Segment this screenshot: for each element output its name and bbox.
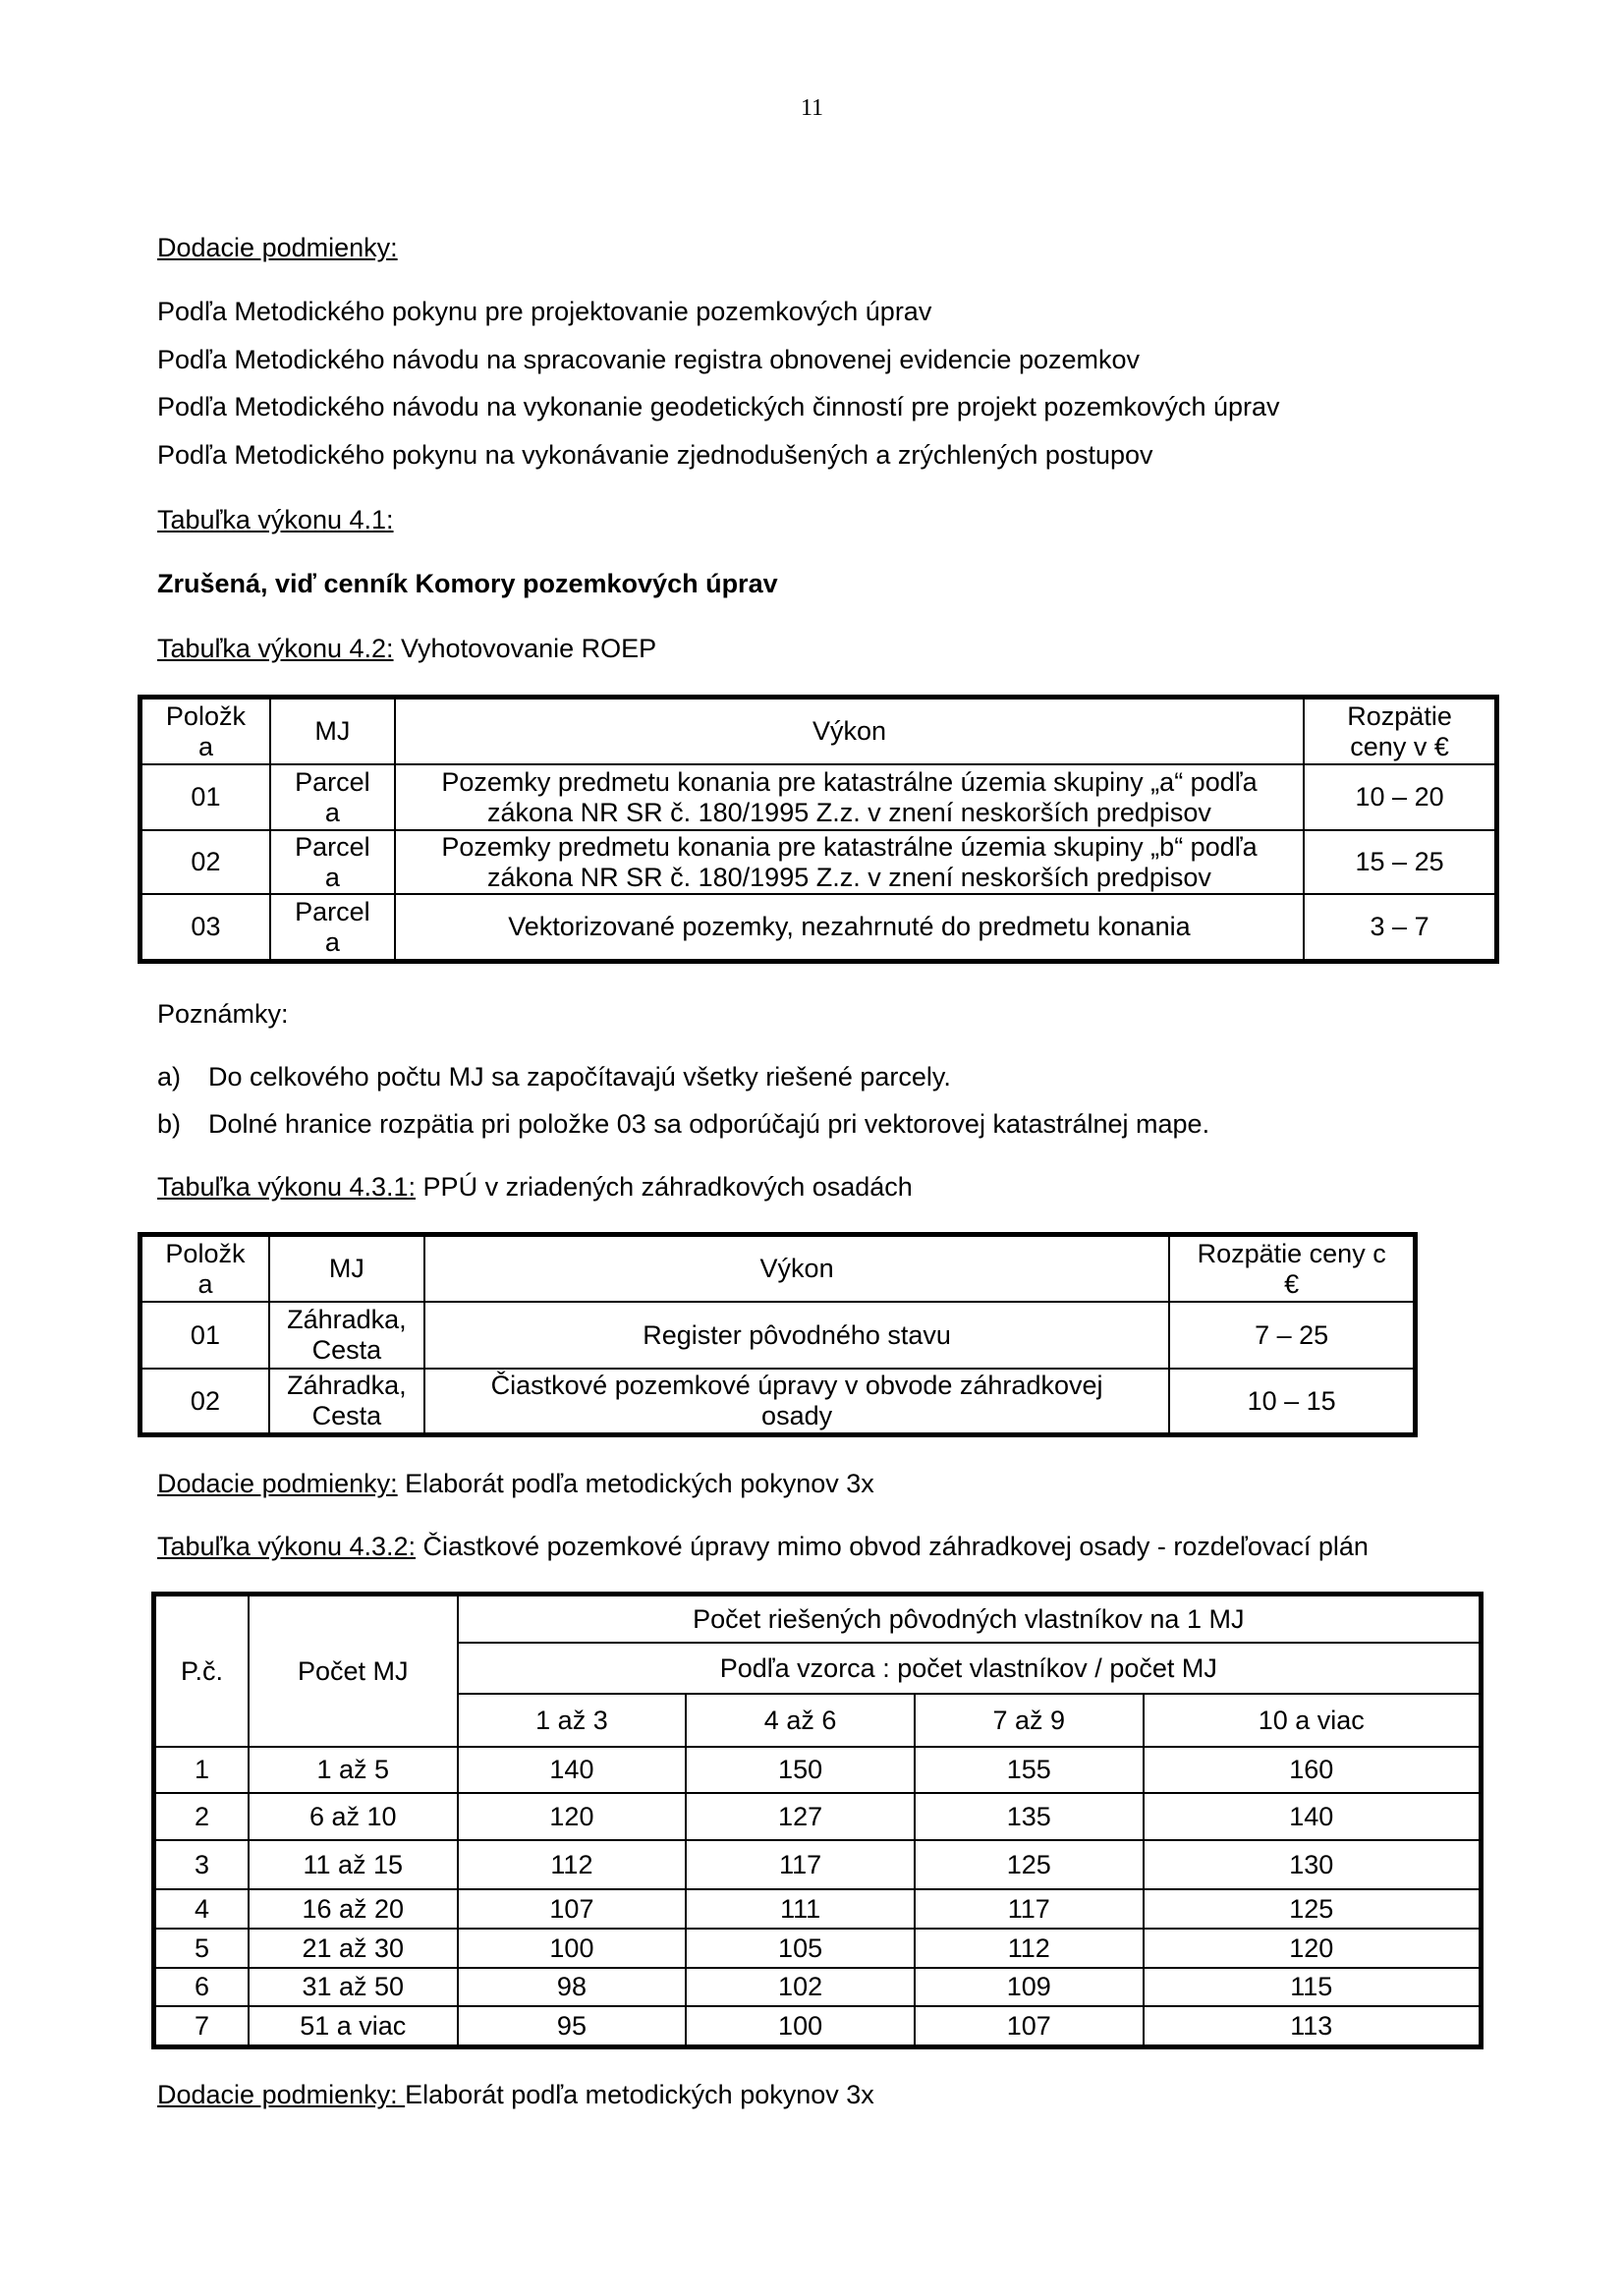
table-cell: 102 [686, 1968, 915, 2006]
table-cell: 10 – 15 [1169, 1369, 1414, 1433]
notes-title: Poznámky: [157, 999, 289, 1029]
table-4-2 [140, 698, 1496, 961]
table-cell: 112 [915, 1929, 1144, 1968]
table-cell: 115 [1144, 1968, 1480, 2006]
header-cell: MJ [269, 1236, 424, 1302]
table-cell: 105 [686, 1929, 915, 1968]
table-cell: 120 [1144, 1929, 1480, 1968]
table-cell: 100 [686, 2006, 915, 2045]
table-row [141, 1302, 1414, 1369]
delivery-conditions-2 [157, 1468, 874, 1499]
table-cell: Záhradka, Cesta [269, 1369, 424, 1433]
table-row [155, 1968, 1480, 2006]
table-row [155, 1840, 1480, 1889]
table-4-3-1 [140, 1235, 1415, 1434]
table-cell: 1 [155, 1747, 249, 1793]
table-row [155, 1747, 1480, 1793]
table-4-3-2-caption [157, 1531, 1369, 1562]
table-cell: 4 [155, 1889, 249, 1929]
delivery-conditions-label: Dodacie podmienky: [157, 1469, 398, 1498]
header-cell: Podľa vzorca : počet vlastníkov / počet MJ [458, 1643, 1480, 1694]
table-cell: Pozemky predmetu konania pre katastrálne územia skupiny „a“ podľa zákona NR SR č. 180/1995 Z.z. v znení neskorších predpisov [395, 764, 1304, 830]
table-cell: 3 – 7 [1304, 894, 1495, 960]
header-cell: Rozpätie ceny v € [1304, 699, 1495, 764]
table-cell: 01 [141, 1302, 269, 1369]
table-row [141, 1369, 1414, 1433]
header-cell: Počet MJ [249, 1596, 458, 1747]
table-cell: 5 [155, 1929, 249, 1968]
note-label: b) [157, 1109, 182, 1139]
table-cell: 112 [458, 1840, 687, 1889]
table-cell: 6 až 10 [249, 1793, 458, 1840]
table-cell: 107 [915, 2006, 1144, 2045]
delivery-conditions-3 [157, 2079, 874, 2110]
header-cell: MJ [270, 699, 395, 764]
table-cell: 135 [915, 1793, 1144, 1840]
note-text: Dolné hranice rozpätia pri položke 03 sa odporúčajú pri vektorovej katastrálnej mape. [208, 1109, 1210, 1139]
table-cell: 98 [458, 1968, 687, 2006]
table-cell: 02 [141, 1369, 269, 1433]
header-cell: P.č. [155, 1596, 249, 1747]
delivery-conditions-text: Elaborát podľa metodických pokynov 3x [405, 2080, 874, 2109]
table-cell: Pozemky predmetu konania pre katastrálne územia skupiny „b“ podľa zákona NR SR č. 180/1995 Z.z. v znení neskorších predpisov [395, 830, 1304, 894]
table-4-3-1-title: PPÚ v zriadených záhradkových osadách [416, 1172, 913, 1202]
table-cell: 7 [155, 2006, 249, 2045]
table-cell: 117 [915, 1889, 1144, 1929]
table-cell: 155 [915, 1747, 1144, 1793]
table-cell: 113 [1144, 2006, 1480, 2045]
header-cell: Výkon [395, 699, 1304, 764]
table-4-3-1-label: Tabuľka výkonu 4.3.1: [157, 1172, 417, 1202]
table-cell: 21 až 30 [249, 1929, 458, 1968]
guideline-4: Podľa Metodického pokynu na vykonávanie zjednodušených a zrýchlených postupov [157, 440, 1153, 470]
table-4-2-caption [157, 633, 656, 664]
header-cell: Počet riešených pôvodných vlastníkov na 1 MJ [458, 1596, 1480, 1643]
header-cell: Položk a [141, 699, 270, 764]
table-4-3-2 [154, 1595, 1481, 2046]
table-cell: 125 [1144, 1889, 1480, 1929]
table-4-2-label: Tabuľka výkonu 4.2: [157, 634, 394, 663]
delivery-conditions-heading: Dodacie podmienky: [157, 233, 398, 262]
table-cell: 125 [915, 1840, 1144, 1889]
table-cell: 117 [686, 1840, 915, 1889]
table-cell: Parcel a [270, 830, 395, 894]
table-4-3-2-label: Tabuľka výkonu 4.3.2: [157, 1532, 417, 1561]
table-cell: 127 [686, 1793, 915, 1840]
table-cell: 140 [458, 1747, 687, 1793]
table-cell: 6 [155, 1968, 249, 2006]
table-cell: Parcel a [270, 764, 395, 830]
table-cell: 11 až 15 [249, 1840, 458, 1889]
table-cell: Register pôvodného stavu [424, 1302, 1169, 1369]
table-cell: Záhradka, Cesta [269, 1302, 424, 1369]
table-cell: 31 až 50 [249, 1968, 458, 2006]
table-cell: Vektorizované pozemky, nezahrnuté do predmetu konania [395, 894, 1304, 960]
table-cell: Parcel a [270, 894, 395, 960]
header-cell: 1 až 3 [458, 1694, 687, 1747]
table-cell: 15 – 25 [1304, 830, 1495, 894]
table-cell: 140 [1144, 1793, 1480, 1840]
note-label: a) [157, 1062, 182, 1092]
table-cell: 95 [458, 2006, 687, 2045]
table-4-2-title: Vyhotovovanie ROEP [393, 634, 657, 663]
table-row [155, 1889, 1480, 1929]
note-text: Do celkového počtu MJ sa započítavajú všetky riešené parcely. [208, 1062, 951, 1092]
table-4-1-label: Tabuľka výkonu 4.1: [157, 505, 394, 534]
table-row [141, 830, 1495, 894]
table-cell: 120 [458, 1793, 687, 1840]
note-b [157, 1108, 1209, 1140]
table-row [141, 764, 1495, 830]
table-cell: Čiastkové pozemkové úpravy v obvode záhradkovej osady [424, 1369, 1169, 1433]
page-number: 11 [800, 95, 824, 121]
guideline-1: Podľa Metodického pokynu pre projektovanie pozemkových úprav [157, 297, 932, 326]
guideline-3: Podľa Metodického návodu na vykonanie geodetických činností pre projekt pozemkových úprav [157, 392, 1280, 421]
table-4-1-note: Zrušená, viď cenník Komory pozemkových úprav [157, 569, 778, 598]
table-header-row [141, 699, 1495, 764]
delivery-conditions-label: Dodacie podmienky: [157, 2080, 406, 2109]
table-cell: 16 až 20 [249, 1889, 458, 1929]
header-cell: Výkon [424, 1236, 1169, 1302]
guideline-2: Podľa Metodického návodu na spracovanie registra obnovenej evidencie pozemkov [157, 345, 1141, 374]
table-header-row [155, 1596, 1480, 1643]
table-cell: 150 [686, 1747, 915, 1793]
table-cell: 1 až 5 [249, 1747, 458, 1793]
delivery-conditions-text: Elaborát podľa metodických pokynov 3x [397, 1469, 874, 1498]
table-cell: 7 – 25 [1169, 1302, 1414, 1369]
table-row [141, 894, 1495, 960]
table-cell: 10 – 20 [1304, 764, 1495, 830]
table-row [155, 1929, 1480, 1968]
table-cell: 100 [458, 1929, 687, 1968]
header-cell: Položk a [141, 1236, 269, 1302]
table-cell: 3 [155, 1840, 249, 1889]
table-cell: 130 [1144, 1840, 1480, 1889]
table-4-3-1-caption [157, 1171, 913, 1203]
table-header-row [141, 1236, 1414, 1302]
header-cell: 10 a viac [1144, 1694, 1480, 1747]
table-cell: 107 [458, 1889, 687, 1929]
header-cell: 4 až 6 [686, 1694, 915, 1747]
header-cell: Rozpätie ceny c € [1169, 1236, 1414, 1302]
table-cell: 01 [141, 764, 270, 830]
table-cell: 51 a viac [249, 2006, 458, 2045]
table-cell: 03 [141, 894, 270, 960]
table-cell: 111 [686, 1889, 915, 1929]
header-cell: 7 až 9 [915, 1694, 1144, 1747]
table-row [155, 1793, 1480, 1840]
table-cell: 2 [155, 1793, 249, 1840]
table-4-3-2-title: Čiastkové pozemkové úpravy mimo obvod záhradkovej osady - rozdeľovací plán [416, 1532, 1369, 1561]
table-cell: 160 [1144, 1747, 1480, 1793]
table-row [155, 2006, 1480, 2045]
note-a [157, 1061, 951, 1092]
table-cell: 02 [141, 830, 270, 894]
table-cell: 109 [915, 1968, 1144, 2006]
